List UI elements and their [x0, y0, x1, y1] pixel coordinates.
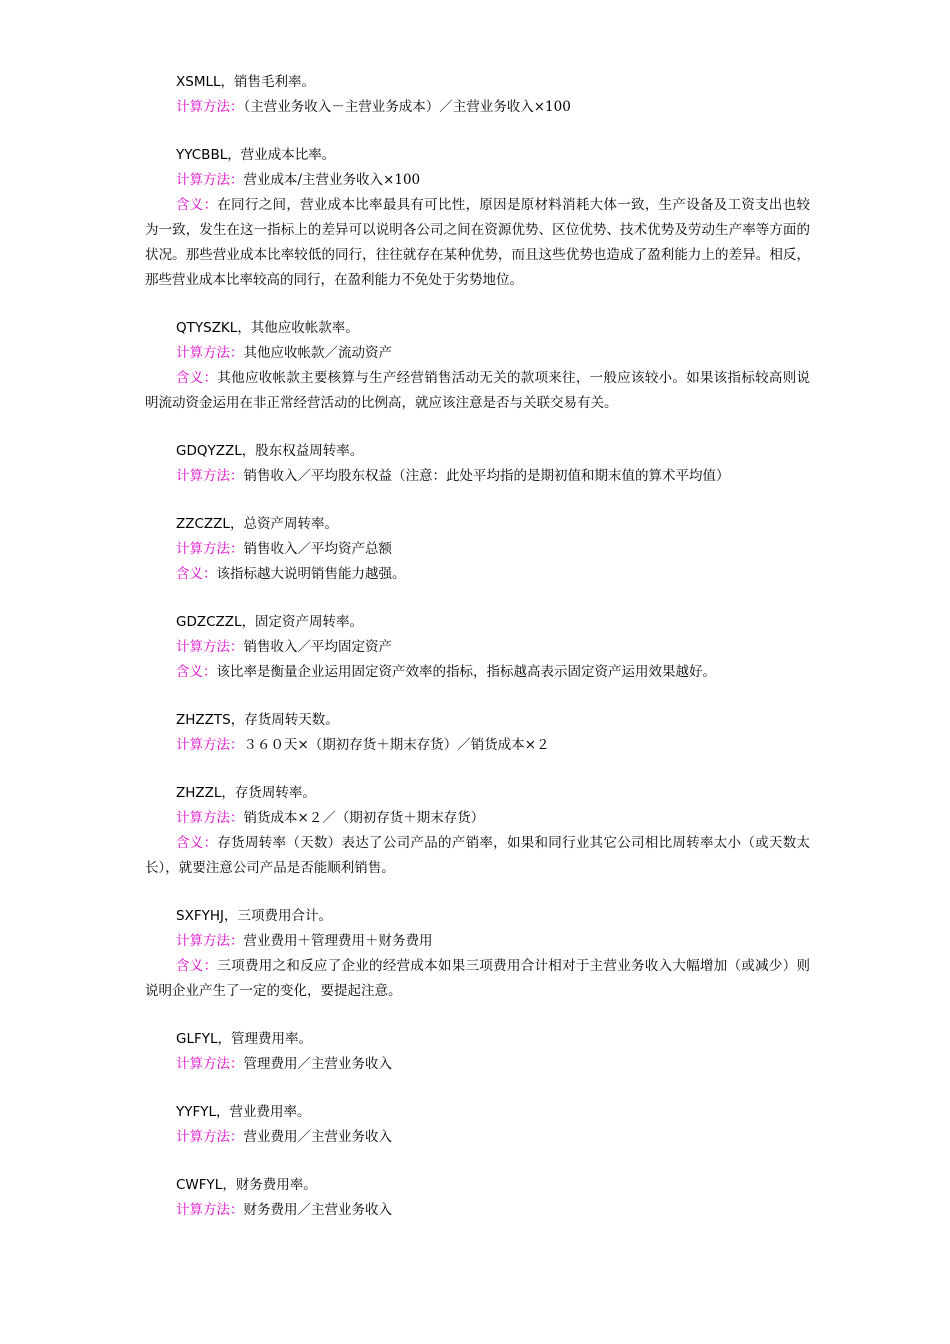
method-label: 计算方法： [176, 639, 244, 655]
method-label: 计算方法： [176, 810, 244, 826]
entry-xsmll [145, 70, 810, 120]
meaning-text: 该指标越大说明销售能力越强。 [216, 566, 406, 582]
indicator-code: YYFYL [176, 1104, 217, 1120]
method-line [145, 1125, 810, 1150]
entry-title [145, 439, 810, 464]
meaning-paragraph [145, 954, 810, 1004]
method-line [145, 537, 810, 562]
entry-qtyszkl [145, 316, 810, 416]
indicator-name: ，固定资产周转率。 [241, 614, 364, 630]
method-text: ３６０天×（期初存货＋期末存货）／销货成本×２ [243, 737, 550, 753]
indicator-code: GLFYL [176, 1031, 218, 1047]
entry-title [145, 1100, 810, 1125]
method-label: 计算方法： [176, 1056, 244, 1072]
method-line [145, 929, 810, 954]
document-page [145, 70, 810, 1246]
method-label: 计算方法： [176, 172, 244, 188]
entry-title [145, 610, 810, 635]
method-line [145, 464, 810, 489]
meaning-label: 含义： [176, 370, 218, 386]
entry-cwfyl [145, 1173, 810, 1223]
method-text: （主营业务收入－主营业务成本）／主营业务收入×100 [243, 99, 571, 115]
indicator-name: ，三项费用合计。 [223, 908, 332, 924]
meaning-line [145, 660, 810, 685]
indicator-code: ZZCZZL [176, 516, 230, 532]
method-label: 计算方法： [176, 933, 244, 949]
method-line [145, 341, 810, 366]
indicator-name: ，财务费用率。 [222, 1177, 317, 1193]
meaning-text: 存货周转率（天数）表达了公司产品的产销率，如果和同行业其它公司相比周转率太小（或天数太长），就要注意公司产品是否能顺利销售。 [145, 835, 811, 876]
meaning-label: 含义： [176, 835, 218, 851]
indicator-name: ，营业费用率。 [216, 1104, 311, 1120]
method-label: 计算方法： [176, 1129, 244, 1145]
indicator-code: CWFYL [176, 1177, 223, 1193]
meaning-paragraph [145, 366, 810, 416]
meaning-text: 该比率是衡量企业运用固定资产效率的指标，指标越高表示固定资产运用效果越好。 [216, 664, 716, 680]
method-label: 计算方法： [176, 541, 244, 557]
method-text: 其他应收帐款／流动资产 [243, 345, 392, 361]
entry-yyfyl [145, 1100, 810, 1150]
entry-glfyl [145, 1027, 810, 1077]
method-line [145, 168, 810, 193]
indicator-code: QTYSZKL [176, 320, 238, 336]
indicator-name: ，其他应收帐款率。 [237, 320, 359, 336]
entry-title [145, 143, 810, 168]
indicator-name: ，销售毛利率。 [220, 74, 316, 90]
entry-title [145, 1173, 810, 1198]
method-text: 财务费用／主营业务收入 [243, 1202, 392, 1218]
method-label: 计算方法： [176, 468, 244, 484]
method-line [145, 1198, 810, 1223]
meaning-label: 含义： [176, 197, 218, 213]
method-text: 销售收入／平均股东权益（注意：此处平均指的是期初值和期末值的算术平均值） [243, 468, 730, 484]
entry-zzczzl [145, 512, 810, 587]
indicator-code: GDZCZZL [176, 614, 242, 630]
entry-sxfyhj [145, 904, 810, 1004]
meaning-text: 其他应收帐款主要核算与生产经营销售活动无关的款项来往，一般应该较小。如果该指标较高则说明流动资金运用在非正常经营活动的比例高，就应该注意是否与关联交易有关。 [145, 370, 811, 411]
meaning-text: 三项费用之和反应了企业的经营成本如果三项费用合计相对于主营业务收入大幅增加（或减少）则说明企业产生了一定的变化，要提起注意。 [145, 958, 811, 999]
entry-title [145, 70, 810, 95]
entry-title [145, 781, 810, 806]
method-text: 管理费用／主营业务收入 [243, 1056, 392, 1072]
indicator-code: XSMLL [176, 74, 221, 90]
indicator-code: SXFYHJ [176, 908, 224, 924]
entry-zhzzts [145, 708, 810, 758]
meaning-label: 含义： [176, 664, 217, 680]
meaning-paragraph [145, 831, 810, 881]
indicator-code: ZHZZL [176, 785, 222, 801]
indicator-name: ，股东权益周转率。 [241, 443, 364, 459]
method-label: 计算方法： [176, 737, 244, 753]
method-label: 计算方法： [176, 1202, 244, 1218]
entry-gdzczzl [145, 610, 810, 685]
indicator-name: ，管理费用率。 [217, 1031, 313, 1047]
method-label: 计算方法： [176, 345, 244, 361]
method-line [145, 635, 810, 660]
meaning-label: 含义： [176, 566, 217, 582]
meaning-line [145, 562, 810, 587]
method-line [145, 733, 810, 758]
method-text: 营业成本/主营业务收入×100 [243, 172, 421, 188]
indicator-name: ，总资产周转率。 [229, 516, 338, 532]
indicator-name: ，存货周转天数。 [230, 712, 339, 728]
method-text: 销货成本×２／（期初存货＋期末存货） [243, 810, 485, 826]
method-line [145, 95, 810, 120]
entry-title [145, 708, 810, 733]
method-text: 营业费用／主营业务收入 [243, 1129, 392, 1145]
entry-title [145, 1027, 810, 1052]
method-label: 计算方法： [176, 99, 244, 115]
entry-title [145, 316, 810, 341]
meaning-text: 在同行之间，营业成本比率最具有可比性，原因是原材料消耗大体一致，生产设备及工资支出也较为一致，发生在这一指标上的差异可以说明各公司之间在资源优势、区位优势、技术优势及劳动生产率等方面的状况。那些营业成本比率较低的同行，往往就存在某种优势，而且这些优势也造成了盈利能力上的差异。相反，那些营业成本比率较高的同行，在盈利能力不免处于劣势地位。 [145, 197, 811, 288]
method-text: 销售收入／平均固定资产 [243, 639, 392, 655]
meaning-label: 含义： [176, 958, 218, 974]
entry-title [145, 512, 810, 537]
indicator-code: GDQYZZL [176, 443, 242, 459]
indicator-code: ZHZZTS [176, 712, 231, 728]
indicator-name: ，营业成本比率。 [227, 147, 336, 163]
method-text: 销售收入／平均资产总额 [243, 541, 392, 557]
meaning-paragraph [145, 193, 810, 293]
method-line [145, 806, 810, 831]
entry-title [145, 904, 810, 929]
entry-yycbbl [145, 143, 810, 293]
method-text: 营业费用＋管理费用＋财务费用 [243, 933, 433, 949]
entry-gdqyzzl [145, 439, 810, 489]
indicator-name: ，存货周转率。 [221, 785, 316, 801]
method-line [145, 1052, 810, 1077]
entry-zhzzl [145, 781, 810, 881]
indicator-code: YYCBBL [176, 147, 228, 163]
